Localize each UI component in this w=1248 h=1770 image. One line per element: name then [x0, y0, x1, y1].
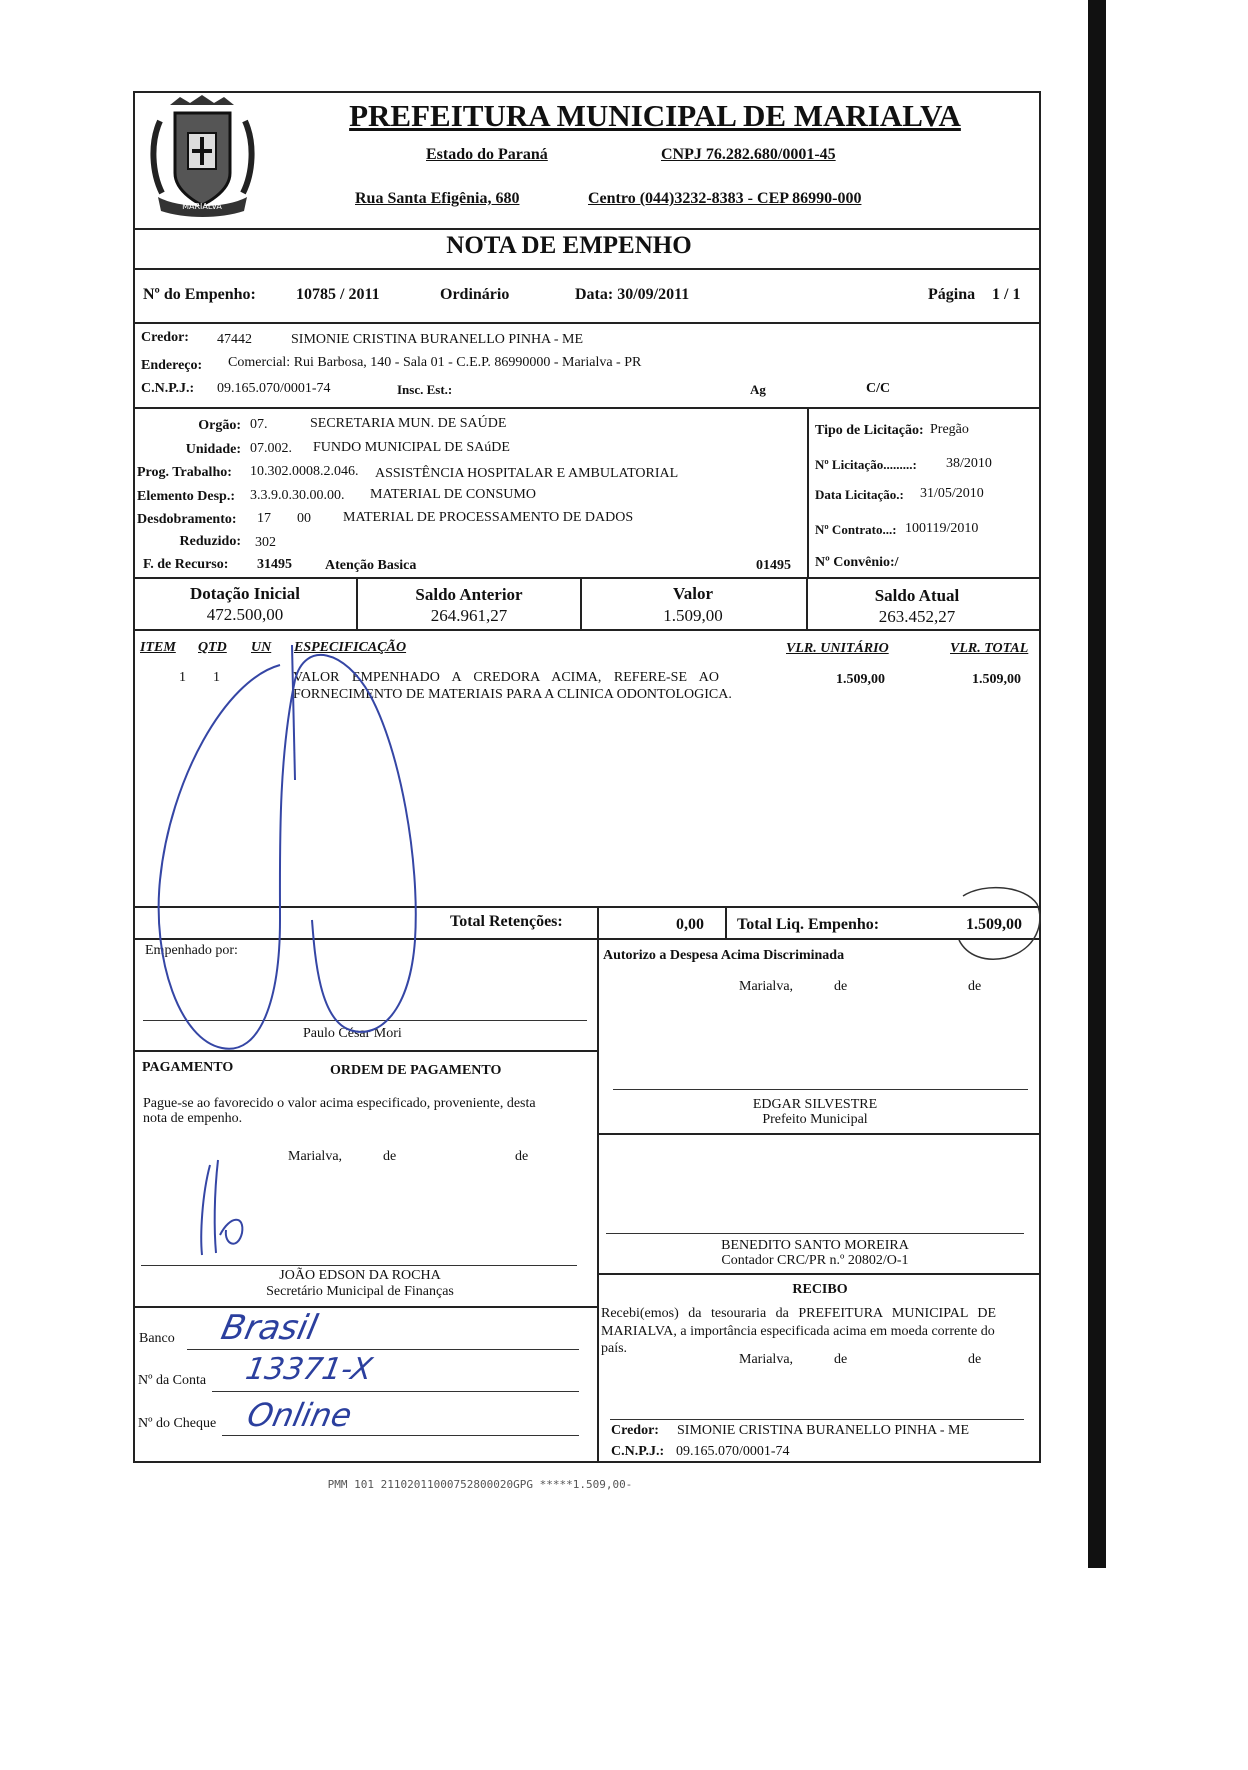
amount-circle-mark [945, 880, 1045, 970]
prog-label: Prog. Trabalho: [137, 465, 232, 480]
licitacao-tipo: Pregão [930, 422, 969, 437]
pagamento-text1: Pague-se ao favorecido o valor acima especificado, proveniente, desta [143, 1096, 536, 1111]
state-label: Estado do Paraná [426, 146, 548, 163]
recibo-label: RECIBO [792, 1282, 848, 1297]
valor-value: 1.509,00 [663, 606, 723, 625]
address-header: Rua Santa Efigênia, 680 [355, 190, 520, 207]
district-header: Centro (044)3232-8383 - CEP 86990-000 [588, 190, 862, 207]
doc-title: NOTA DE EMPENHO [446, 232, 692, 259]
cheque-handwritten: Online [243, 1396, 356, 1434]
item-number: 1 [179, 670, 186, 685]
recibo-credor-label: Credor: [611, 1423, 659, 1438]
prog-desc: ASSISTÊNCIA HOSPITALAR E AMBULATORIAL [375, 466, 679, 481]
recibo-credor: SIMONIE CRISTINA BURANELLO PINHA - ME [677, 1423, 970, 1438]
orgao-desc: SECRETARIA MUN. DE SAÚDE [310, 416, 507, 431]
licitacao-data-label: Data Licitação.: [815, 487, 904, 502]
footer-code: PMM 101 21102011000752800020GPG *****1.509,00- [327, 1478, 633, 1491]
reduzido-label: Reduzido: [179, 534, 241, 549]
recibo-de2: de [968, 1352, 982, 1367]
item-desc-line1: VALOR EMPENHADO A CREDORA ACIMA, REFERE-SE AO [293, 670, 719, 685]
autorizo-de2: de [968, 979, 982, 994]
banco-label: Banco [139, 1331, 175, 1346]
col-vlr-total: VLR. TOTAL [950, 641, 1029, 656]
item-total-value: 1.509,00 [972, 672, 1021, 687]
elemento-value: 3.3.9.0.30.00.00. [250, 488, 345, 503]
retencoes-label: Total Retenções: [450, 913, 563, 930]
signature-scribble [130, 620, 560, 1060]
recibo-text1: Recebi(emos) da tesouraria da PREFEITURA MUNICIPAL DE [601, 1306, 997, 1321]
empenho-number: 10785 / 2011 [296, 286, 380, 303]
cc-label: C/C [866, 381, 891, 396]
dotacao-label: Dotação Inicial [189, 584, 301, 603]
recurso-value: 31495 [257, 557, 292, 572]
saldo-atual-value: 263.452,27 [878, 607, 956, 626]
recurso-code: 01495 [756, 558, 791, 573]
col-un: UN [251, 640, 272, 655]
recibo-cnpj-label: C.N.P.J.: [611, 1444, 665, 1459]
orgao-label: Orgão: [198, 418, 241, 433]
unidade-value: 07.002. [250, 441, 292, 456]
autorizo-place: Marialva, [739, 979, 794, 994]
dotacao-value: 472.500,00 [206, 605, 284, 624]
col-qtd: QTD [198, 640, 227, 655]
desdob-b: 00 [297, 511, 311, 526]
accountant-name: BENEDITO SANTO MOREIRA [721, 1238, 909, 1253]
licitacao-num-label: Nº Licitação.........: [815, 457, 917, 472]
licitacao-data: 31/05/2010 [920, 486, 984, 501]
cnpj-header: CNPJ 76.282.680/0001-45 [661, 146, 836, 163]
liquido-label: Total Liq. Empenho: [737, 916, 880, 933]
item-desc-line2: FORNECIMENTO DE MATERIAIS PARA A CLINICA ODONTOLOGICA. [293, 687, 732, 702]
contrato-value: 100119/2010 [905, 521, 979, 536]
accountant-title: Contador CRC/PR n.º 20802/O-1 [721, 1253, 909, 1268]
unidade-label: Unidade: [185, 442, 241, 457]
desdob-desc: MATERIAL DE PROCESSAMENTO DE DADOS [343, 510, 634, 525]
saldo-anterior-value: 264.961,27 [430, 606, 508, 625]
pagamento-text2: nota de empenho. [143, 1111, 243, 1126]
ag-label: Ag [750, 382, 766, 397]
ordem-pagamento-label: ORDEM DE PAGAMENTO [330, 1063, 502, 1078]
mayor-name: EDGAR SILVESTRE [752, 1097, 878, 1112]
pagamento-label: PAGAMENTO [142, 1060, 234, 1075]
item-qtd: 1 [213, 670, 220, 685]
cnpj-label: C.N.P.J.: [141, 381, 195, 396]
empenho-label: Nº do Empenho: [143, 286, 256, 303]
recurso-label: F. de Recurso: [143, 557, 229, 572]
prefeitura-title: PREFEITURA MUNICIPAL DE MARIALVA [349, 98, 961, 133]
orgao-value: 07. [250, 417, 268, 432]
autorizo-de1: de [834, 979, 848, 994]
col-item: ITEM [140, 640, 176, 655]
banco-handwritten: Brasil [217, 1308, 322, 1348]
secretary-title: Secretário Municipal de Finanças [266, 1284, 454, 1299]
credor-name: SIMONIE CRISTINA BURANELLO PINHA - ME [291, 332, 584, 347]
licitacao-num: 38/2010 [946, 456, 992, 471]
svg-text:MARIALVA: MARIALVA [182, 202, 222, 211]
unidade-desc: FUNDO MUNICIPAL DE SAúDE [313, 440, 510, 455]
insc-label: Insc. Est.: [397, 382, 453, 397]
initials-signature [190, 1155, 260, 1265]
recibo-text3: país. [601, 1341, 628, 1356]
recibo-text2: MARIALVA, a importância especificada acima em moeda corrente do [601, 1324, 995, 1339]
item-unit-value: 1.509,00 [836, 672, 885, 687]
recurso-desc: Atenção Basica [325, 558, 417, 573]
elemento-desc: MATERIAL DE CONSUMO [370, 487, 536, 502]
cnpj-value: 09.165.070/0001-74 [217, 381, 331, 396]
autorizo-label: Autorizo a Despesa Acima Discriminada [603, 948, 845, 963]
conta-handwritten: 13371-X [242, 1352, 375, 1387]
empenho-date: Data: 30/09/2011 [575, 286, 690, 303]
desdob-a: 17 [257, 511, 271, 526]
scan-edge [1088, 0, 1106, 1568]
elemento-label: Elemento Desp.: [137, 489, 235, 504]
saldo-atual-label: Saldo Atual [874, 586, 960, 605]
credor-label: Credor: [141, 330, 189, 345]
desdob-label: Desdobramento: [137, 512, 237, 527]
pagamento-de2: de [515, 1149, 529, 1164]
conta-label: Nº da Conta [138, 1373, 207, 1388]
liquido-value: 1.509,00 [966, 916, 1022, 933]
retencoes-value: 0,00 [676, 916, 704, 933]
empenhado-label: Empenhado por: [145, 943, 238, 958]
endereco-label: Endereço: [141, 358, 203, 373]
pagamento-de1: de [383, 1149, 397, 1164]
recibo-place: Marialva, [739, 1352, 794, 1367]
endereco-value: Comercial: Rui Barbosa, 140 - Sala 01 - C.E.P. 86990000 - Marialva - PR [228, 355, 642, 370]
mayor-title: Prefeito Municipal [762, 1112, 868, 1127]
valor-label: Valor [673, 584, 713, 603]
page-number: 1 / 1 [992, 286, 1021, 303]
prog-value: 10.302.0008.2.046. [250, 464, 359, 479]
secretary-name: JOÃO EDSON DA ROCHA [279, 1268, 441, 1283]
saldo-anterior-label: Saldo Anterior [415, 585, 523, 604]
convenio-label: Nº Convênio:/ [815, 555, 899, 570]
credor-code: 47442 [217, 332, 252, 347]
contrato-label: Nº Contrato...: [815, 522, 897, 537]
reduzido-value: 302 [255, 535, 276, 550]
empenhado-name: Paulo César Mori [303, 1026, 402, 1041]
pagamento-place: Marialva, [288, 1149, 343, 1164]
licitacao-tipo-label: Tipo de Licitação: [815, 423, 924, 438]
col-vlr-unitario: VLR. UNITÁRIO [786, 641, 889, 656]
empenho-type: Ordinário [440, 286, 510, 303]
recibo-de1: de [834, 1352, 848, 1367]
page-label: Página [928, 286, 976, 303]
col-especificacao: ESPECIFICAÇÃO [294, 640, 407, 655]
cheque-label: Nº do Cheque [138, 1416, 217, 1431]
recibo-cnpj: 09.165.070/0001-74 [676, 1444, 790, 1459]
coat-of-arms-icon [140, 93, 265, 221]
